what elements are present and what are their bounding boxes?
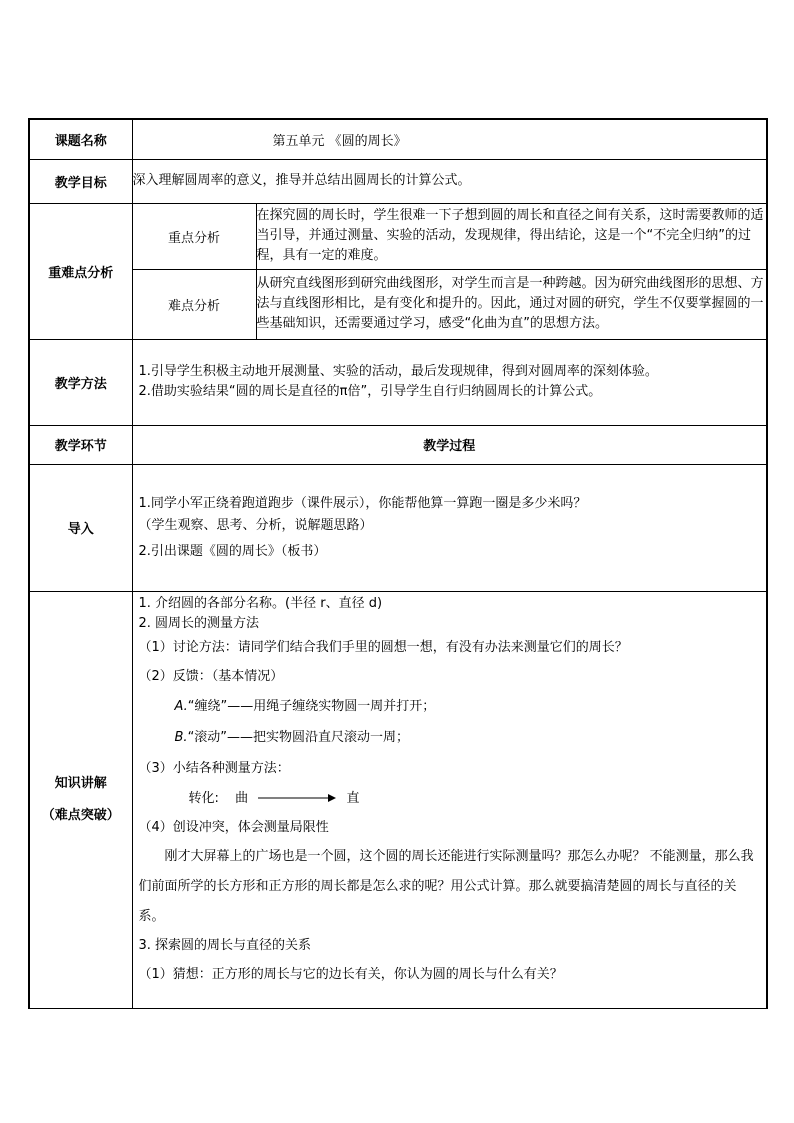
- hard-analysis-label: 难点分析: [132, 269, 256, 339]
- row-teaching-method: [29, 339, 767, 425]
- teaching-process-label: 教学过程: [132, 425, 767, 464]
- conversion-label: 转化:: [188, 790, 219, 806]
- conversion-to: 直: [346, 790, 360, 806]
- conversion-line: [133, 784, 767, 814]
- intro-line-1: 1.同学小军正绕着跑道跑步（课件展示），你能帮他算一算跑一圈是多少米吗？: [138, 495, 587, 511]
- option-b-marker: B.: [174, 729, 188, 745]
- conversion-from: 曲: [235, 790, 249, 806]
- right-arrow-icon: [258, 793, 336, 803]
- teaching-goal-value: 深入理解圆周率的意义，推导并总结出圆周长的计算公式。: [132, 159, 767, 203]
- intro-line-2: （学生观察、思考、分析，说解题思路）: [138, 517, 373, 533]
- option-a-marker: A.: [174, 698, 188, 714]
- knowledge-line-10: （1）猜想：正方形的周长与它的边长有关，你认为圆的周长与什么有关？: [138, 966, 563, 982]
- row-course-title: [29, 119, 767, 159]
- knowledge-sublabel: （难点突破）: [41, 807, 120, 823]
- knowledge-paragraph: 刚才大屏幕上的广场也是一个圆，这个圆的周长还能进行实际测量吗？那怎么办呢？ 不能测量，那么我们前面所学的长方形和正方形的周长都是怎么求的呢？用公式计算。那么就要搞清楚圆的周长与直径的关系。: [138, 848, 754, 924]
- knowledge-line-9: 3. 探索圆的周长与直径的关系: [138, 937, 312, 953]
- course-title-label: 课题名称: [29, 119, 132, 159]
- intro-line-3: 2.引出课题《圆的周长》（板书）: [138, 543, 327, 559]
- course-title-value: 第五单元 《圆的周长》: [272, 133, 407, 149]
- teaching-method-label: 教学方法: [29, 339, 132, 425]
- knowledge-line-6: [133, 722, 767, 754]
- knowledge-line-8: （4）创设冲突，体会测量局限性: [138, 819, 329, 835]
- knowledge-line-1: 1. 介绍圆的各部分名称。(半径 r、直径 d): [138, 595, 383, 611]
- difficulty-analysis-label: 重难点分析: [29, 203, 132, 339]
- knowledge-line-5: [133, 692, 767, 722]
- knowledge-line-7: （3）小结各种测量方法：: [138, 760, 290, 776]
- option-b-text: “滚动”——把实物圆沿直尺滚动一周；: [187, 729, 410, 745]
- teaching-stage-label: 教学环节: [29, 425, 132, 464]
- knowledge-label: 知识讲解: [54, 775, 107, 791]
- teaching-goal-label: 教学目标: [29, 159, 132, 203]
- row-hard-analysis: [29, 269, 767, 339]
- key-analysis-label: 重点分析: [132, 203, 256, 269]
- intro-label: 导入: [29, 464, 132, 591]
- method-line-2: 2.借助实验结果“圆的周长是直径的π倍”，引导学生自行归纳圆周长的计算公式。: [138, 384, 602, 399]
- key-analysis-text: 在探究圆的周长时，学生很难一下子想到圆的周长和直径之间有关系，这时需要教师的适当引导，并通过测量、实验的活动，发现规律，得出结论，这是一个“不完全归纳”的过程，具有一定的难度。: [256, 203, 767, 269]
- option-a-text: “缠绕”——用绳子缠绕实物圆一周并打开；: [187, 698, 436, 714]
- hard-analysis-text: 从研究直线图形到研究曲线图形，对学生而言是一种跨越。因为研究曲线图形的思想、方法与直线图形相比，是有变化和提升的。因此，通过对圆的研究，学生不仅要掌握圆的一些基础知识，还需要通过学习，感受“化曲为直”的思想方法。: [256, 269, 767, 339]
- method-line-1: 1.引导学生积极主动地开展测量、实验的活动，最后发现规律，得到对圆周率的深刻体验。: [138, 364, 658, 379]
- row-stage-header: [29, 425, 767, 464]
- knowledge-line-3: （1）讨论方法：请同学们结合我们手里的圆想一想，有没有办法来测量它们的周长？: [138, 639, 628, 655]
- knowledge-line-4: （2）反馈：（基本情况）: [138, 668, 284, 684]
- row-knowledge: [29, 591, 767, 1008]
- row-intro: [29, 464, 767, 591]
- row-teaching-goal: [29, 159, 767, 203]
- row-key-analysis: [29, 203, 767, 269]
- knowledge-line-2: 2. 圆周长的测量方法: [138, 615, 260, 631]
- lesson-plan-table: [28, 118, 768, 1009]
